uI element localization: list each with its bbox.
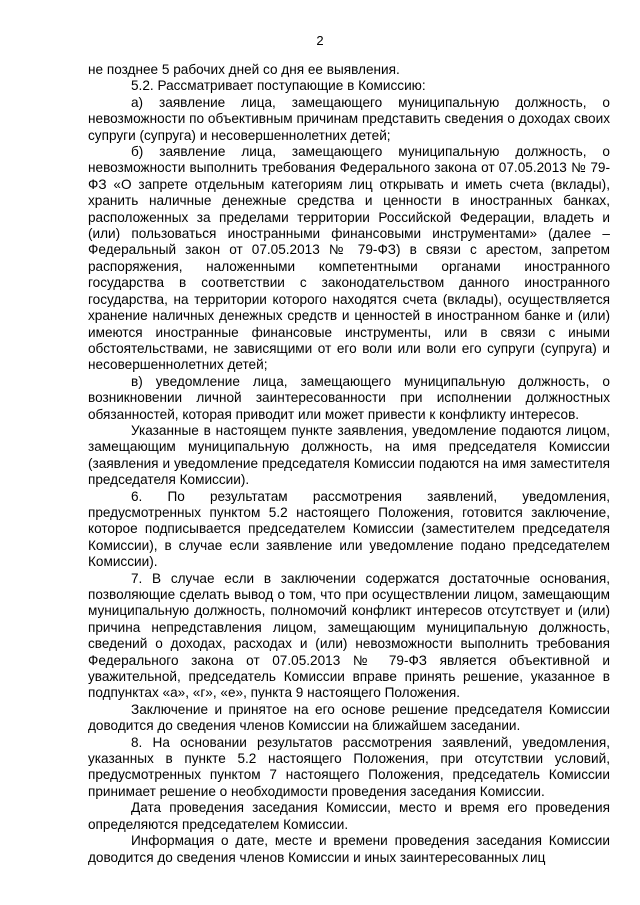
paragraph-conclusion-note: Заключение и принятое на его основе решение председателя Комиссии доводится до сведения членов Комиссии на ближайшем заседании. xyxy=(88,701,610,734)
paragraph-submission-note: Указанные в настоящем пункте заявления, уведомление подаются лицом, замещающим муниципальную должность, на имя председателя Комиссии (заявления и уведомление председателя Комиссии подаются на имя заместителя председателя Комиссии). xyxy=(88,422,610,488)
paragraph-5-2-v: в) уведомление лица, замещающего муниципальную должность, о возникновении личной заинтересованности при исполнении должностных обязанностей, которая приводит или может привести к конфликту интересов. xyxy=(88,373,610,422)
paragraph-5-2-a: а) заявление лица, замещающего муниципальную должность, о невозможности по объективным причинам представить сведения о доходах своих супруги (супруга) и несовершеннолетних детей; xyxy=(88,94,610,143)
paragraph-6: 6. По результатам рассмотрения заявлений, уведомления, предусмотренных пунктом 5.2 настоящего Положения, готовится заключение, которое подписывается председателем Комиссии (заместителем председателя Комиссии), в случае если заявление или уведомление подано председателем Комиссии). xyxy=(88,488,610,570)
document-body xyxy=(88,62,610,866)
paragraph-7: 7. В случае если в заключении содержатся достаточные основания, позволяющие сделать вывод о том, что при осуществлении лицом, замещающим муниципальную должность, полномочий конфликт интересов отсутствует и (или) причина непредставления лицом, замещающим муниципальную должность, сведений о доходах, расходах и (или) невозможности выполнить требования Федерального закона от 07.05.2013 № 79-ФЗ является объективной и уважительной, председатель Комиссии вправе принять решение, указанное в подпунктах «а», «г», «е», пункта 9 настоящего Положения. xyxy=(88,570,610,701)
page-number: 2 xyxy=(316,33,324,48)
paragraph-meeting-info: Информация о дате, месте и времени проведения заседания Комиссии доводится до сведения членов Комиссии и иных заинтересованных лиц xyxy=(88,833,610,865)
paragraph-meeting-date: Дата проведения заседания Комиссии, место и время его проведения определяются председателем Комиссии. xyxy=(88,800,610,832)
paragraph-8: 8. На основании результатов рассмотрения заявлений, уведомления, указанных в пункте 5.2 настоящего Положения, при отсутствии условий, предусмотренных пунктом 7 настоящего Положения, председатель Комиссии принимает решение о необходимости проведения заседания Комиссии. xyxy=(88,734,610,799)
paragraph-5-2-b: б) заявление лица, замещающего муниципальную должность, о невозможности выполнить требования Федерального закона от 07.05.2013 № 79-ФЗ «О запрете отдельным категориям лиц открывать и иметь счета (вклады), хранить наличные денежные средства и ценности в иностранных банках, расположенных за пределами территории Российской Федерации, владеть и (или) пользоваться иностранными финансовыми инструментами» (далее – Федеральный закон от 07.05.2013 № 79-ФЗ) в связи с арестом, запретом распоряжения, наложенными компетентными органами иностранного государства в соответствии с законодательством данного иностранного государства, на территории которого находятся счета (вклады), осуществляется хранение наличных денежных средств и ценностей в иностранном банке и (или) имеются иностранные финансовые инструменты, или в связи с иными обстоятельствами, не зависящими от его воли или воли его супруги (супруга) и несовершеннолетних детей; xyxy=(88,144,610,373)
paragraph-continuation: не позднее 5 рабочих дней со дня ее выявления. xyxy=(88,62,400,77)
paragraph-5-2-heading: 5.2. Рассматривает поступающие в Комиссию: xyxy=(131,78,426,94)
